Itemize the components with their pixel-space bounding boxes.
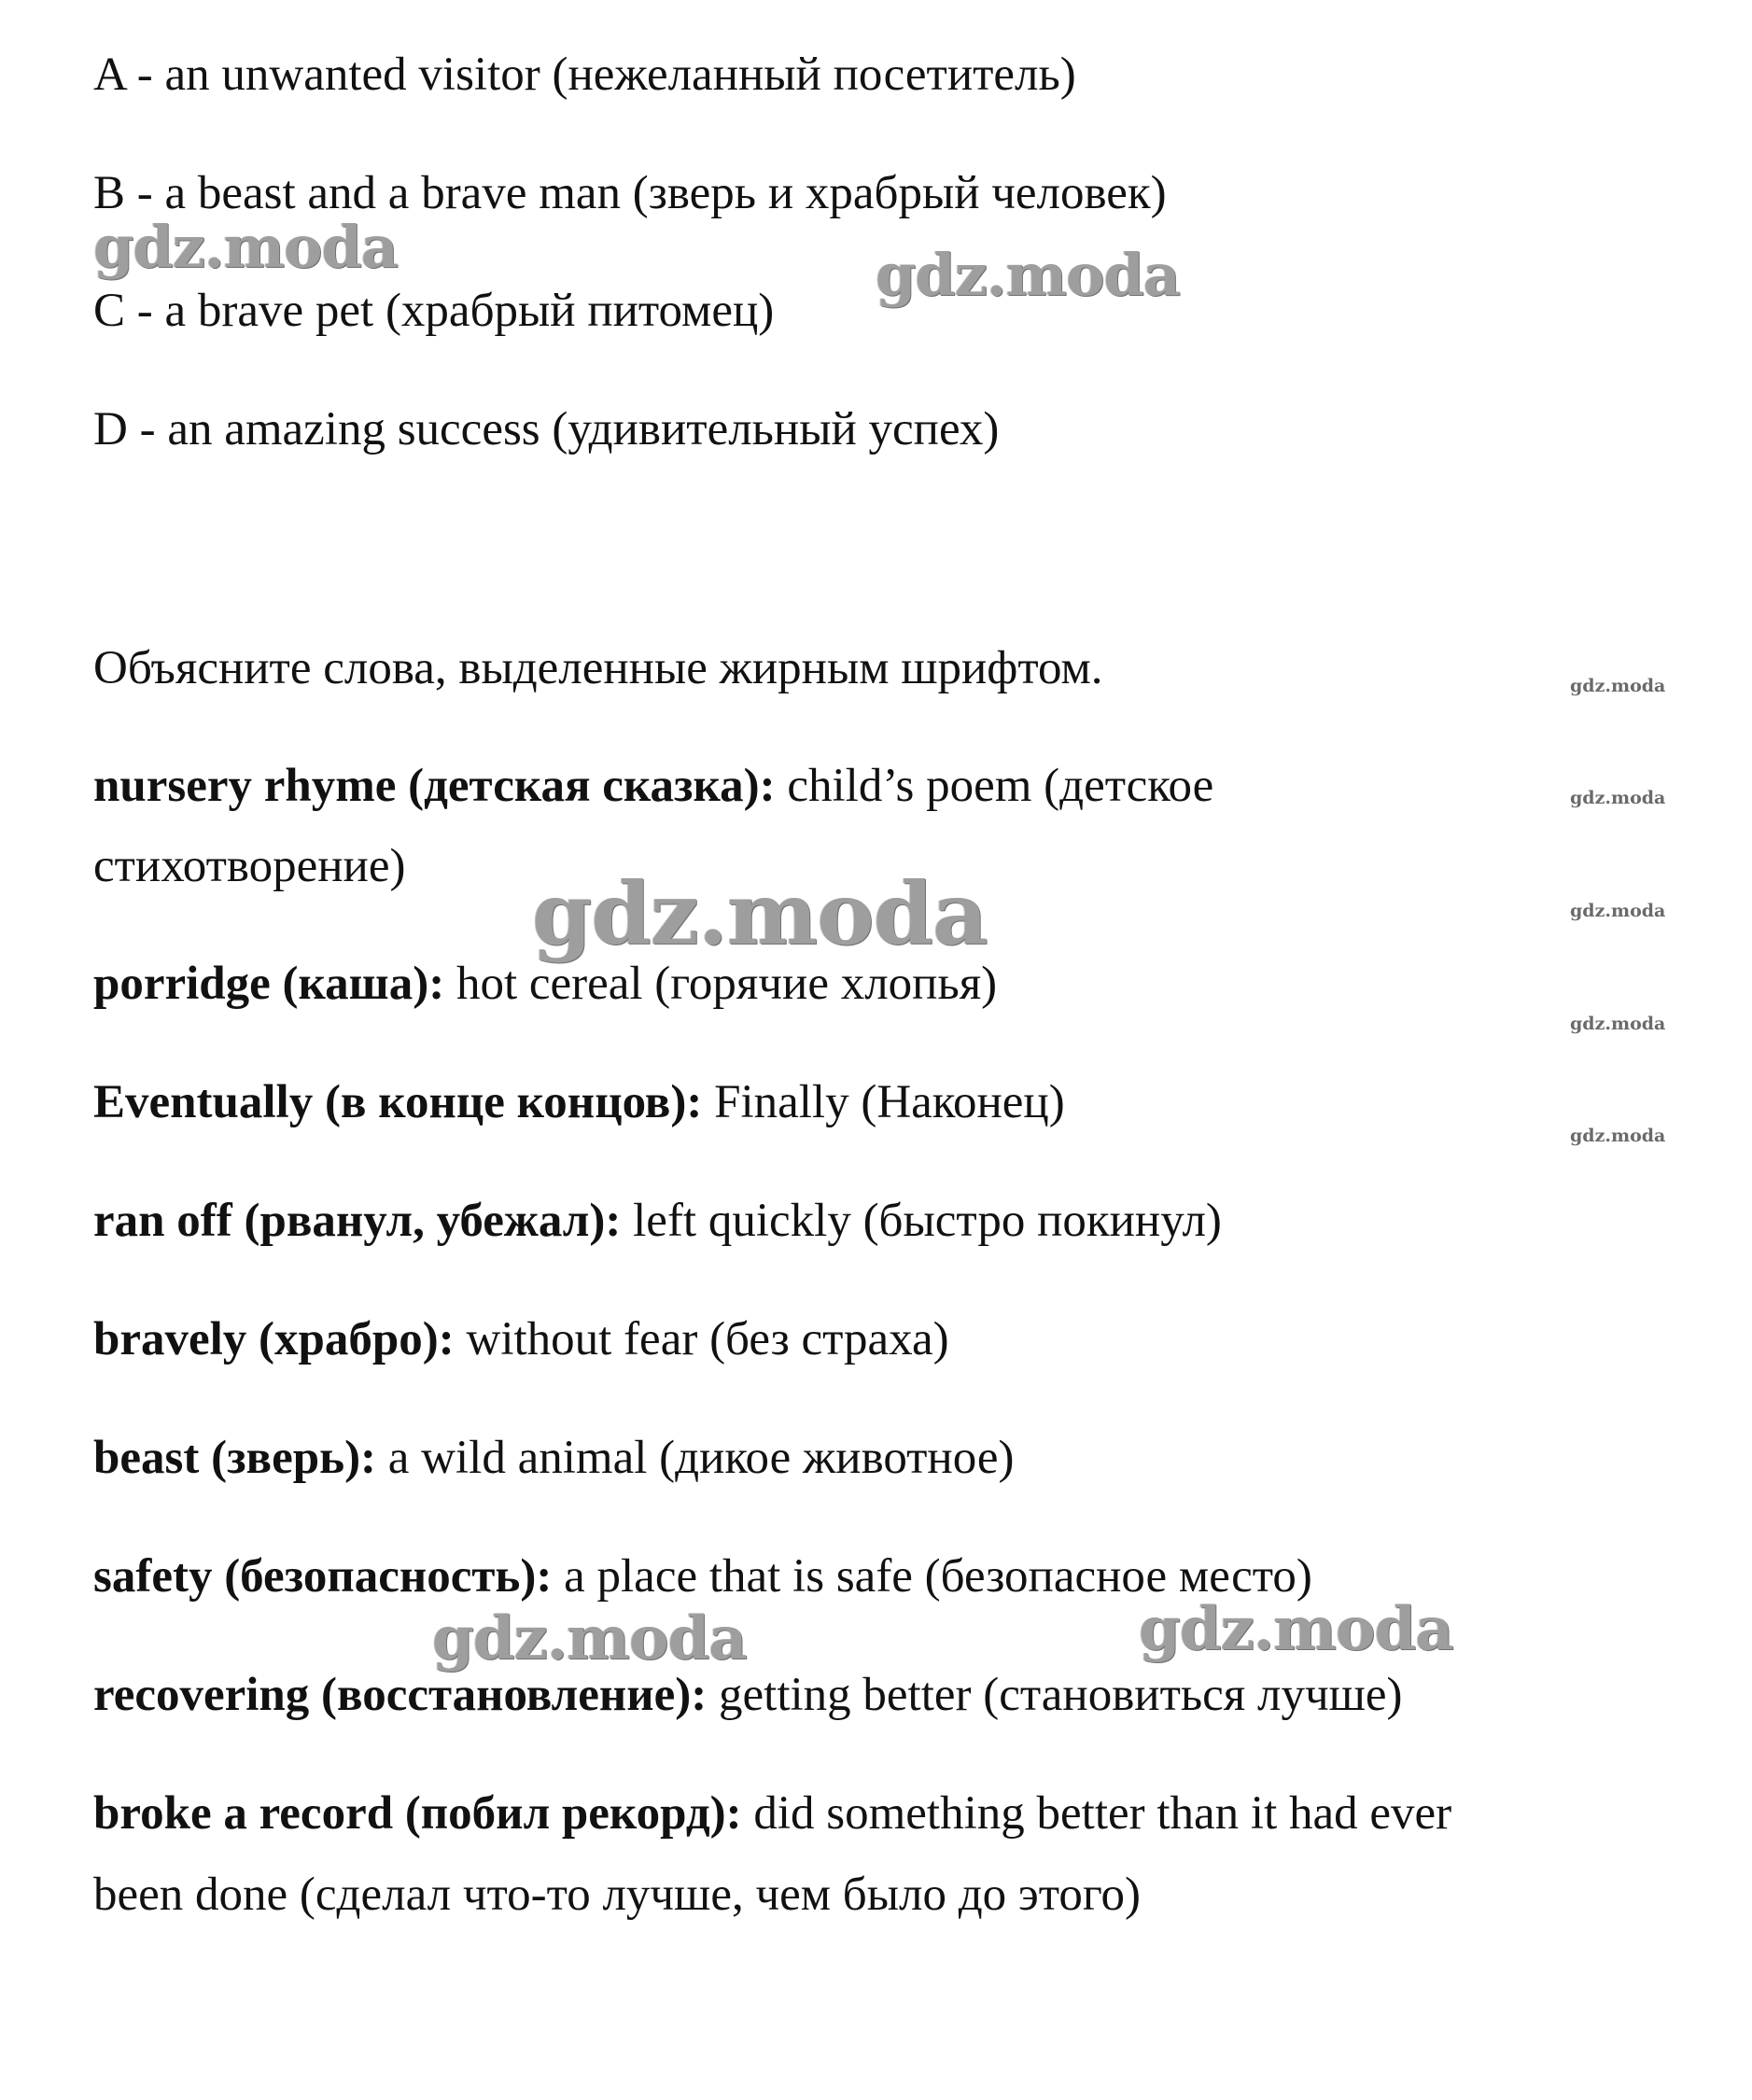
glossary-definition: left quickly (быстро покинул) [621,1195,1222,1247]
glossary-term: bravely (храбро): [93,1313,455,1365]
glossary-entry-continuation: been done (сделал что-то лучше, чем было до этого) [93,1869,1142,1921]
option-d: D - an amazing success (удивительный успех) [93,403,1000,455]
glossary-entry-continuation: стихотворение) [93,840,406,892]
glossary-entry-nursery-rhyme [93,758,1213,814]
watermark: gdz.moda [432,1603,747,1673]
glossary-definition: a wild animal (дикое животное) [376,1432,1015,1484]
watermark: gdz.moda [1570,1014,1666,1034]
glossary-definition: a place that is safe (безопасное место) [552,1550,1312,1603]
watermark: gdz.moda [876,241,1180,309]
watermark: gdz.moda [532,863,988,964]
option-a: A - an unwanted visitor (нежеланный посетитель) [93,49,1076,101]
glossary-entry-eventually [93,1074,1065,1130]
glossary-entry-broke-a-record [93,1785,1451,1841]
glossary-term: broke a record (побил рекорд): [93,1787,742,1840]
glossary-term: Eventually (в конце концов): [93,1076,703,1128]
option-b: B - a beast and a brave man (зверь и храбрый человек) [93,167,1167,219]
glossary-entry-ran-off [93,1193,1222,1249]
glossary-definition: did something better than it had ever [741,1787,1452,1840]
glossary-term: ran off (рванул, убежал): [93,1195,622,1247]
glossary-entry-porridge [93,956,997,1012]
watermark: gdz.moda [93,213,398,281]
watermark: gdz.moda [1570,788,1666,808]
glossary-entry-bravely [93,1311,949,1367]
glossary-term: porridge (каша): [93,958,445,1010]
watermark: gdz.moda [1139,1594,1453,1664]
glossary-term: safety (безопасность): [93,1550,553,1603]
watermark: gdz.moda [1570,901,1666,921]
glossary-definition: hot cereal (горячие хлопья) [444,958,998,1010]
watermark: gdz.moda [1570,676,1666,696]
glossary-term: beast (зверь): [93,1432,377,1484]
glossary-definition: without fear (без страха) [454,1313,949,1365]
glossary-definition: getting better (становиться лучше) [707,1669,1403,1721]
glossary-term: recovering (восстановление): [93,1669,708,1721]
glossary-definition: child’s poem (детское [775,760,1214,812]
glossary-entry-beast [93,1430,1014,1486]
option-c: C - a brave pet (храбрый питомец) [93,285,775,337]
glossary-term: nursery rhyme (детская сказка): [93,760,776,812]
watermark: gdz.moda [1570,1126,1666,1146]
glossary-entry-safety [93,1548,1312,1604]
glossary-definition: Finally (Наконец) [702,1076,1065,1128]
glossary-entry-recovering [93,1667,1402,1723]
instruction: Объясните слова, выделенные жирным шрифтом. [93,642,1103,694]
